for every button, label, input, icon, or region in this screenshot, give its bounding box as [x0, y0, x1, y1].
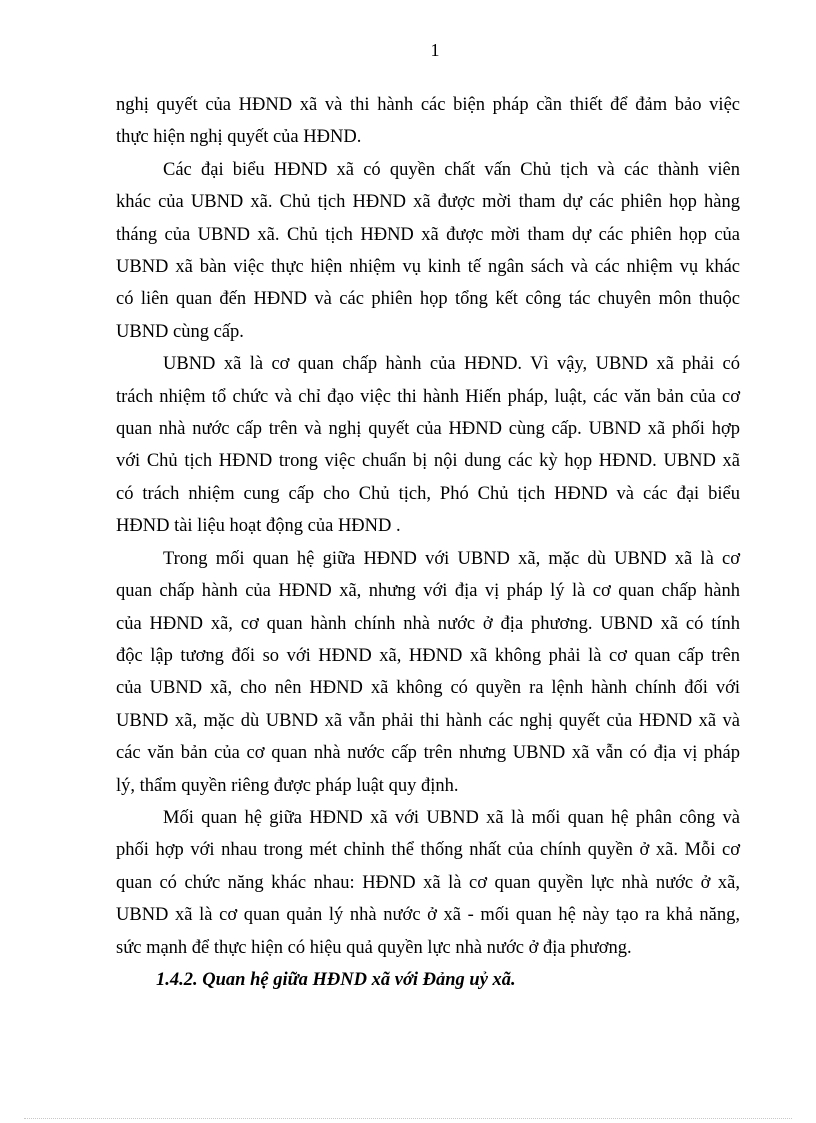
text-line: quan chấp hành của HĐND xã, nhưng với địa vị pháp lý là cơ quan chấp hành [116, 581, 740, 602]
text-line: UBND xã, mặc dù UBND xã vẫn phải thi hành các nghị quyết của HĐND xã và [116, 710, 740, 731]
text-line: của UBND xã, cho nên HĐND xã không có quyền ra lệnh hành chính đối với [116, 678, 740, 699]
text-line: UBND cùng cấp. [116, 321, 244, 342]
text-line: nghị quyết của HĐND xã và thi hành các biện pháp cần thiết để đảm bảo việc [116, 95, 740, 115]
text-line: UBND xã bàn việc thực hiện nhiệm vụ kinh tế ngân sách và các nhiệm vụ khác [116, 257, 740, 278]
text-line: sức mạnh để thực hiện có hiệu quả quyền lực nhà nước ở địa phương. [116, 937, 632, 958]
text-line: quan có chức năng khác nhau: HĐND xã là cơ quan quyền lực nhà nước ở xã, [116, 872, 740, 893]
text-line: quan nhà nước cấp trên và nghị quyết của HĐND cùng cấp. UBND xã phối hợp [116, 419, 740, 440]
text-line: UBND xã là cơ quan quản lý nhà nước ở xã - mối quan hệ này tạo ra khả năng, [116, 905, 740, 926]
paragraph-3 [116, 348, 740, 542]
text-line: UBND xã là cơ quan chấp hành của HĐND. Vì vậy, UBND xã phải có [163, 354, 740, 375]
paragraph-4 [116, 543, 740, 802]
text-line: thực hiện nghị quyết của HĐND. [116, 127, 362, 148]
text-line: khác của UBND xã. Chủ tịch HĐND xã được mời tham dự các phiên họp hàng [116, 192, 740, 213]
page-bottom-divider [24, 1118, 792, 1119]
document-body [116, 89, 740, 996]
text-line: Mối quan hệ giữa HĐND xã với UBND xã là mối quan hệ phân công và [163, 807, 740, 828]
text-line: các văn bản của cơ quan nhà nước cấp trên nhưng UBND xã vẫn có địa vị pháp [116, 743, 740, 764]
text-line: lý, thẩm quyền riêng được pháp luật quy định. [116, 775, 459, 796]
text-line: phối hợp với nhau trong mét chỉnh thể thống nhất của chính quyền ở xã. Mỗi cơ [116, 840, 740, 861]
page-number: 1 [430, 40, 440, 60]
text-line: HĐND tài liệu hoạt động của HĐND . [116, 516, 401, 537]
text-line: tháng của UBND xã. Chủ tịch HĐND xã được mời tham dự các phiên họp của [116, 224, 740, 245]
text-line: có trách nhiệm cung cấp cho Chủ tịch, Phó Chủ tịch HĐND và các đại biểu [116, 483, 740, 504]
text-line: độc lập tương đối so với HĐND xã, HĐND xã không phải là cơ quan cấp trên [116, 645, 740, 666]
section-heading: 1.4.2. Quan hệ giữa HĐND xã với Đảng uỷ xã. [156, 969, 516, 990]
text-line: trách nhiệm tổ chức và chỉ đạo việc thi hành Hiến pháp, luật, các văn bản của cơ [116, 386, 740, 407]
text-line: với Chủ tịch HĐND trong việc chuẩn bị nội dung các kỳ họp HĐND. UBND xã [116, 451, 740, 472]
paragraph-2 [116, 154, 740, 348]
text-line: Trong mối quan hệ giữa HĐND với UBND xã, mặc dù UBND xã là cơ [163, 548, 740, 569]
text-line: của HĐND xã, cơ quan hành chính nhà nước ở địa phương. UBND xã có tính [116, 613, 740, 634]
paragraph-5 [116, 802, 740, 964]
text-line: có liên quan đến HĐND và các phiên họp tổng kết công tác chuyên môn thuộc [116, 289, 740, 310]
paragraph-1 [116, 89, 740, 154]
text-line: Các đại biểu HĐND xã có quyền chất vấn Chủ tịch và các thành viên [163, 159, 740, 180]
